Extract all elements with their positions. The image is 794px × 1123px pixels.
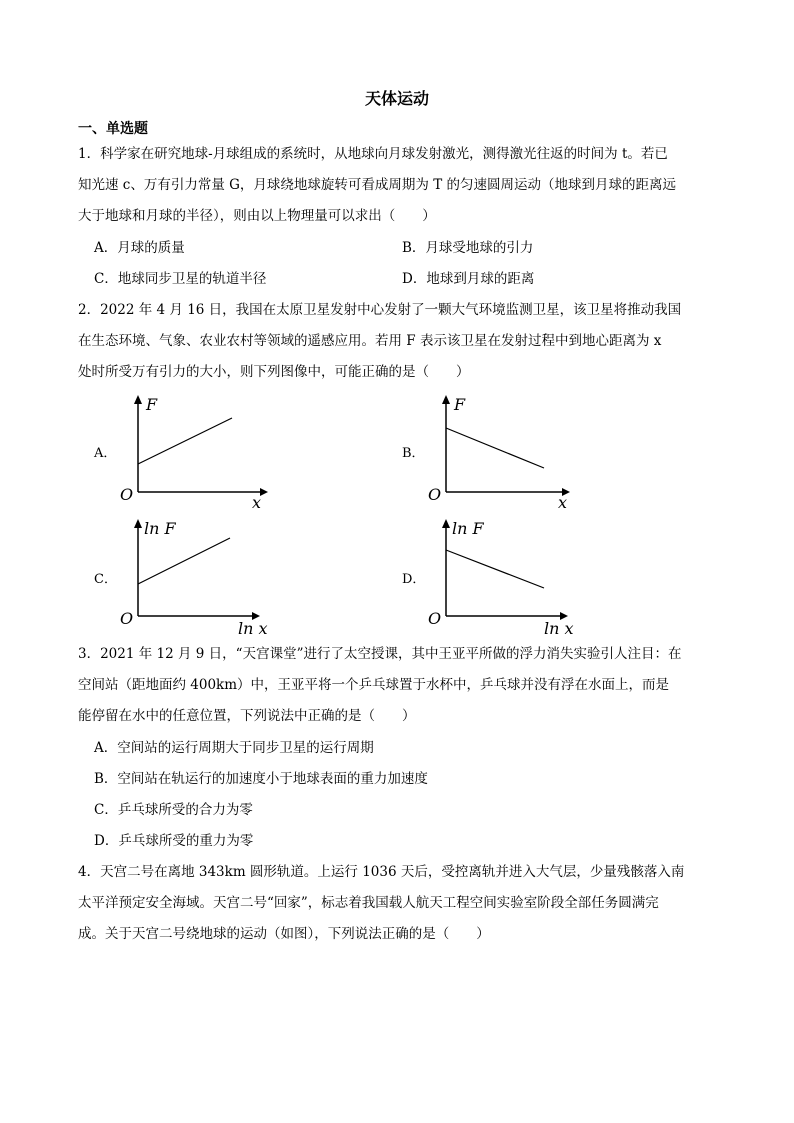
origin-label: O [428,609,442,628]
question-text-line: 大于地球和月球的半径），则由以上物理量可以求出（ ） [78,208,436,224]
graph-b [420,392,580,512]
question-text-line: 处时所受万有引力的大小，则下列图像中，可能正确的是（ ） [78,364,470,380]
question-text-line: 太平洋预定安全海域。天宫二号“回家”，标志着我国载人航天工程空间实验室阶段全部任务圆满完 [78,895,659,911]
question-text-line: 空间站（距地面约 400km）中，王亚平将一个乒乓球置于水杯中，乒乓球并没有浮在水面上，而是 [78,677,670,693]
graph-b-label: B． [402,446,425,461]
option-c: C．地球同步卫星的轨道半径 [94,271,267,287]
data-line [446,550,544,588]
origin-label: O [428,485,442,504]
y-axis-label: ln F [144,519,176,538]
question-text-line: 能停留在水中的任意位置，下列说法中正确的是（ ） [78,708,416,724]
graph-a [112,392,272,512]
origin-label: O [120,485,134,504]
question-text-line: 3．2021 年 12 月 9 日，“天宫课堂”进行了太空授课，其中王亚平所做的浮力消失实验引人注目：在 [78,646,682,662]
graph-d [420,516,580,636]
y-axis-arrow [134,395,142,404]
y-axis-label: ln F [452,519,484,538]
y-axis-arrow [134,519,142,528]
option-b: B．空间站在轨运行的加速度小于地球表面的重力加速度 [94,771,428,787]
question-text-line: 4．天宫二号在离地 343km 圆形轨道。上运行 1036 天后，受控离轨并进入大气层，少量残骸落入南 [78,864,685,880]
question-text-line: 在生态环境、气象、农业农村等领域的遥感应用。若用 F 表示该卫星在发射过程中到地心距离为 x [78,333,662,349]
question-text-line: 知光速 c、万有引力常量 G，月球绕地球旋转可看成周期为 T 的匀速圆周运动（地球到月球的距离远 [78,177,677,193]
x-axis-label: ln x [544,619,574,638]
y-axis-label: F [454,395,466,414]
question-text-line: 1．科学家在研究地球-月球组成的系统时，从地球向月球发射激光，测得激光往返的时间为 t。若已 [78,146,668,162]
graph-c-label: C． [94,572,117,587]
question-text-line: 成。关于天宫二号绕地球的运动（如图），下列说法正确的是（ ） [78,926,490,942]
option-a: A．空间站的运行周期大于同步卫星的运行周期 [94,740,374,756]
section-heading: 一、单选题 [78,121,148,137]
y-axis-arrow [442,395,450,404]
graph-c [112,516,272,636]
option-a: A．月球的质量 [94,240,185,256]
page-title: 天体运动 [364,89,429,108]
data-line [446,428,544,468]
x-axis-label: ln x [238,619,268,638]
x-axis-label: x [558,493,568,512]
y-axis-label: F [146,395,158,414]
option-c: C．乒乓球所受的合力为零 [94,802,253,818]
option-d: D．乒乓球所受的重力为零 [94,833,254,849]
x-axis-label: x [252,493,262,512]
question-text-line: 2．2022 年 4 月 16 日，我国在太原卫星发射中心发射了一颗大气环境监测卫星，该卫星将推动我国 [78,302,682,318]
data-line [138,418,232,464]
option-d: D．地球到月球的距离 [402,271,535,287]
option-b: B．月球受地球的引力 [402,240,534,256]
graph-a-label: A． [94,446,117,461]
graph-d-label: D． [402,572,426,587]
data-line [138,538,230,584]
origin-label: O [120,609,134,628]
x-axis-arrow [260,488,268,496]
y-axis-arrow [442,519,450,528]
